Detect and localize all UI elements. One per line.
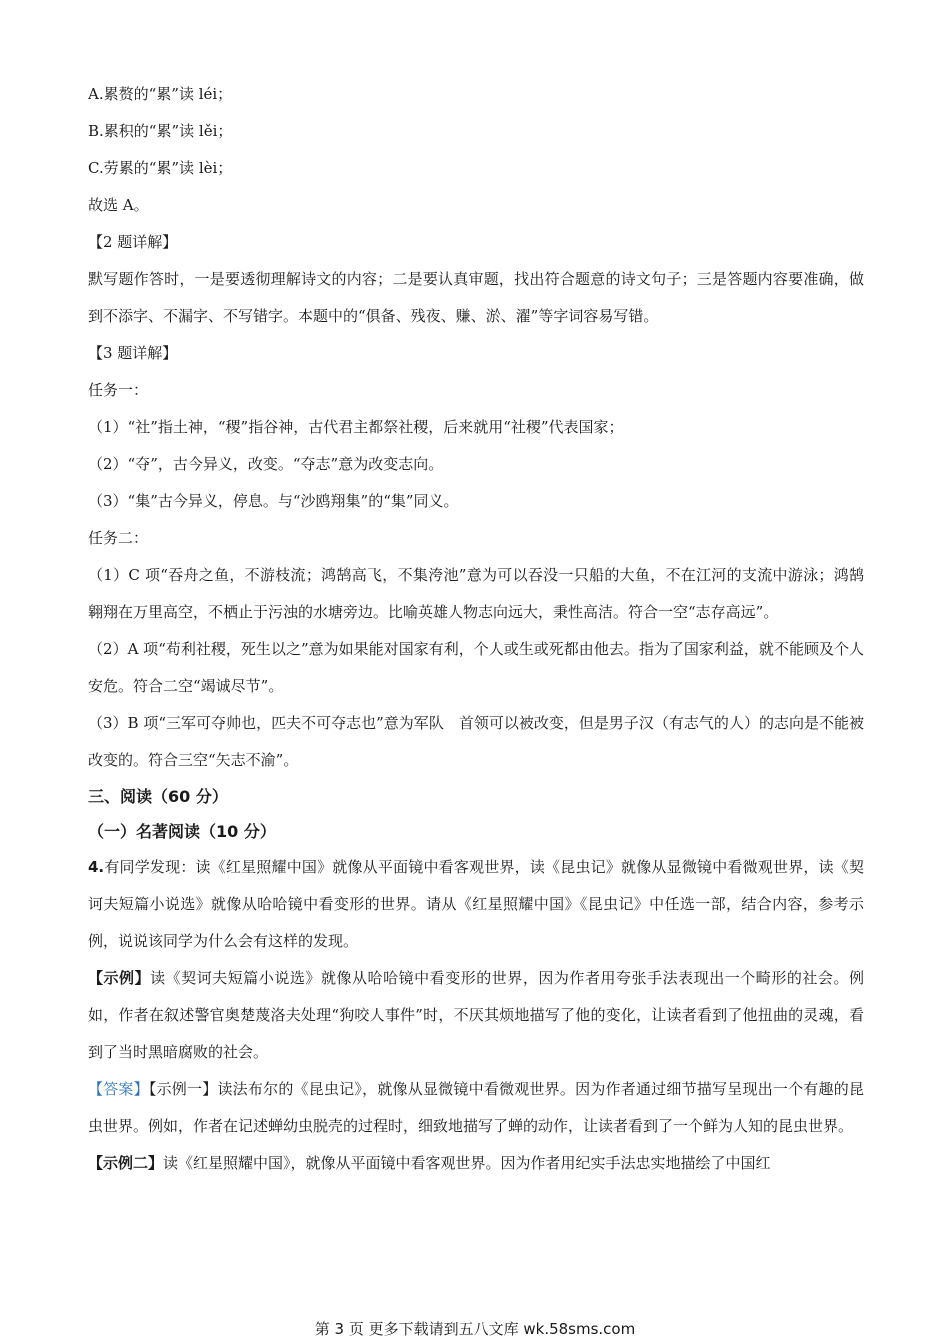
task2-item-2: （2）A 项“苟利社稷，死生以之”意为如果能对国家有利，个人或生或死都由他去。指为了国家利益，就不能顾及个人安危。符合二空“竭诚尽节”。	[88, 640, 864, 695]
answer-choice-line: 故选 A。	[88, 196, 149, 214]
task1-label: 任务一：	[88, 381, 149, 399]
page-footer: 第 3 页 更多下载请到五八文库 wk.58sms.com	[314, 1320, 636, 1338]
option-b-line: B.累积的“累”读 lěi；	[88, 122, 233, 140]
answer-ex2-text: 读《红星照耀中国》，就像从平面镜中看客观世界。因为作者用纪实手法忠实地描绘了中国红	[163, 1154, 771, 1172]
question-4-text: 有同学发现：读《红星照耀中国》就像从平面镜中看客观世界，读《昆虫记》就像从显微镜中看微观世界，读《契诃夫短篇小说选》就像从哈哈镜中看变形的世界。请从《红星照耀中国》《昆虫记》中任选一部，结合内容，参考示例，说说该同学为什么会有这样的发现。	[88, 858, 864, 950]
q3-heading: 【3 题详解】	[88, 344, 178, 362]
option-a-line: A.累赘的“累”读 léi；	[88, 85, 233, 103]
answer-ex2-tag: 【示例二】	[88, 1154, 164, 1172]
option-c-line: C.劳累的“累”读 lèi；	[88, 159, 233, 177]
document-page	[88, 76, 864, 1182]
question-4	[88, 849, 864, 960]
task2-label: 任务二：	[88, 529, 149, 547]
q2-paragraph: 默写题作答时，一是要透彻理解诗文的内容；二是要认真审题，找出符合题意的诗文句子；三是答题内容要准确，做到不添字、不漏字、不写错字。本题中的“俱备、残夜、赚、淤、濯”等字词容易写错。	[88, 270, 864, 325]
example-paragraph	[88, 960, 864, 1071]
section-3-subtitle: （一）名著阅读（10 分）	[88, 822, 276, 841]
task1-item-1: （1）“社”指土神，“稷”指谷神，古代君主都祭社稷，后来就用“社稷”代表国家；	[88, 418, 624, 436]
answer-ex1-text: 读法布尔的《昆虫记》，就像从显微镜中看微观世界。因为作者通过细节描写呈现出一个有趣的昆虫世界。例如，作者在记述蝉幼虫脱壳的过程时，细致地描写了蝉的动作，让读者看到了一个鲜为人知的昆虫世界。	[88, 1080, 864, 1135]
section-3-title: 三、阅读（60 分）	[88, 787, 228, 806]
answer-tag: 【答案】	[88, 1080, 149, 1098]
task2-item-1: （1）C 项“吞舟之鱼，不游枝流；鸿鹄高飞，不集洿池”意为可以吞没一只船的大鱼，不在江河的支流中游泳；鸿鹄翱翔在万里高空，不栖止于污浊的水塘旁边。比喻英雄人物志向远大，秉性高洁。符合一空“志存高远”。	[88, 566, 864, 621]
q2-heading: 【2 题详解】	[88, 233, 178, 251]
task1-item-2: （2）“夺”，古今异义，改变。“夺志”意为改变志向。	[88, 455, 444, 473]
answer-example-1	[88, 1071, 864, 1145]
task1-item-3: （3）“集”古今异义，停息。与“沙鸥翔集”的“集”同义。	[88, 492, 459, 510]
example-text: 读《契诃夫短篇小说选》就像从哈哈镜中看变形的世界，因为作者用夸张手法表现出一个畸形的社会。例如，作者在叙述警官奥楚蔑洛夫处理“狗咬人事件”时，不厌其烦地描写了他的变化，让读者看到了他扭曲的灵魂，看到了当时黑暗腐败的社会。	[88, 969, 864, 1061]
question-4-number: 4.	[88, 858, 105, 876]
example-tag: 【示例】	[88, 969, 151, 987]
answer-ex1-tag: 【示例一】	[148, 1080, 218, 1098]
answer-example-2	[88, 1145, 864, 1182]
task2-item-3: （3）B 项“三军可夺帅也，匹夫不可夺志也”意为军队 首领可以被改变，但是男子汉（有志气的人）的志向是不能被改变的。符合三空“矢志不渝”。	[88, 714, 864, 769]
